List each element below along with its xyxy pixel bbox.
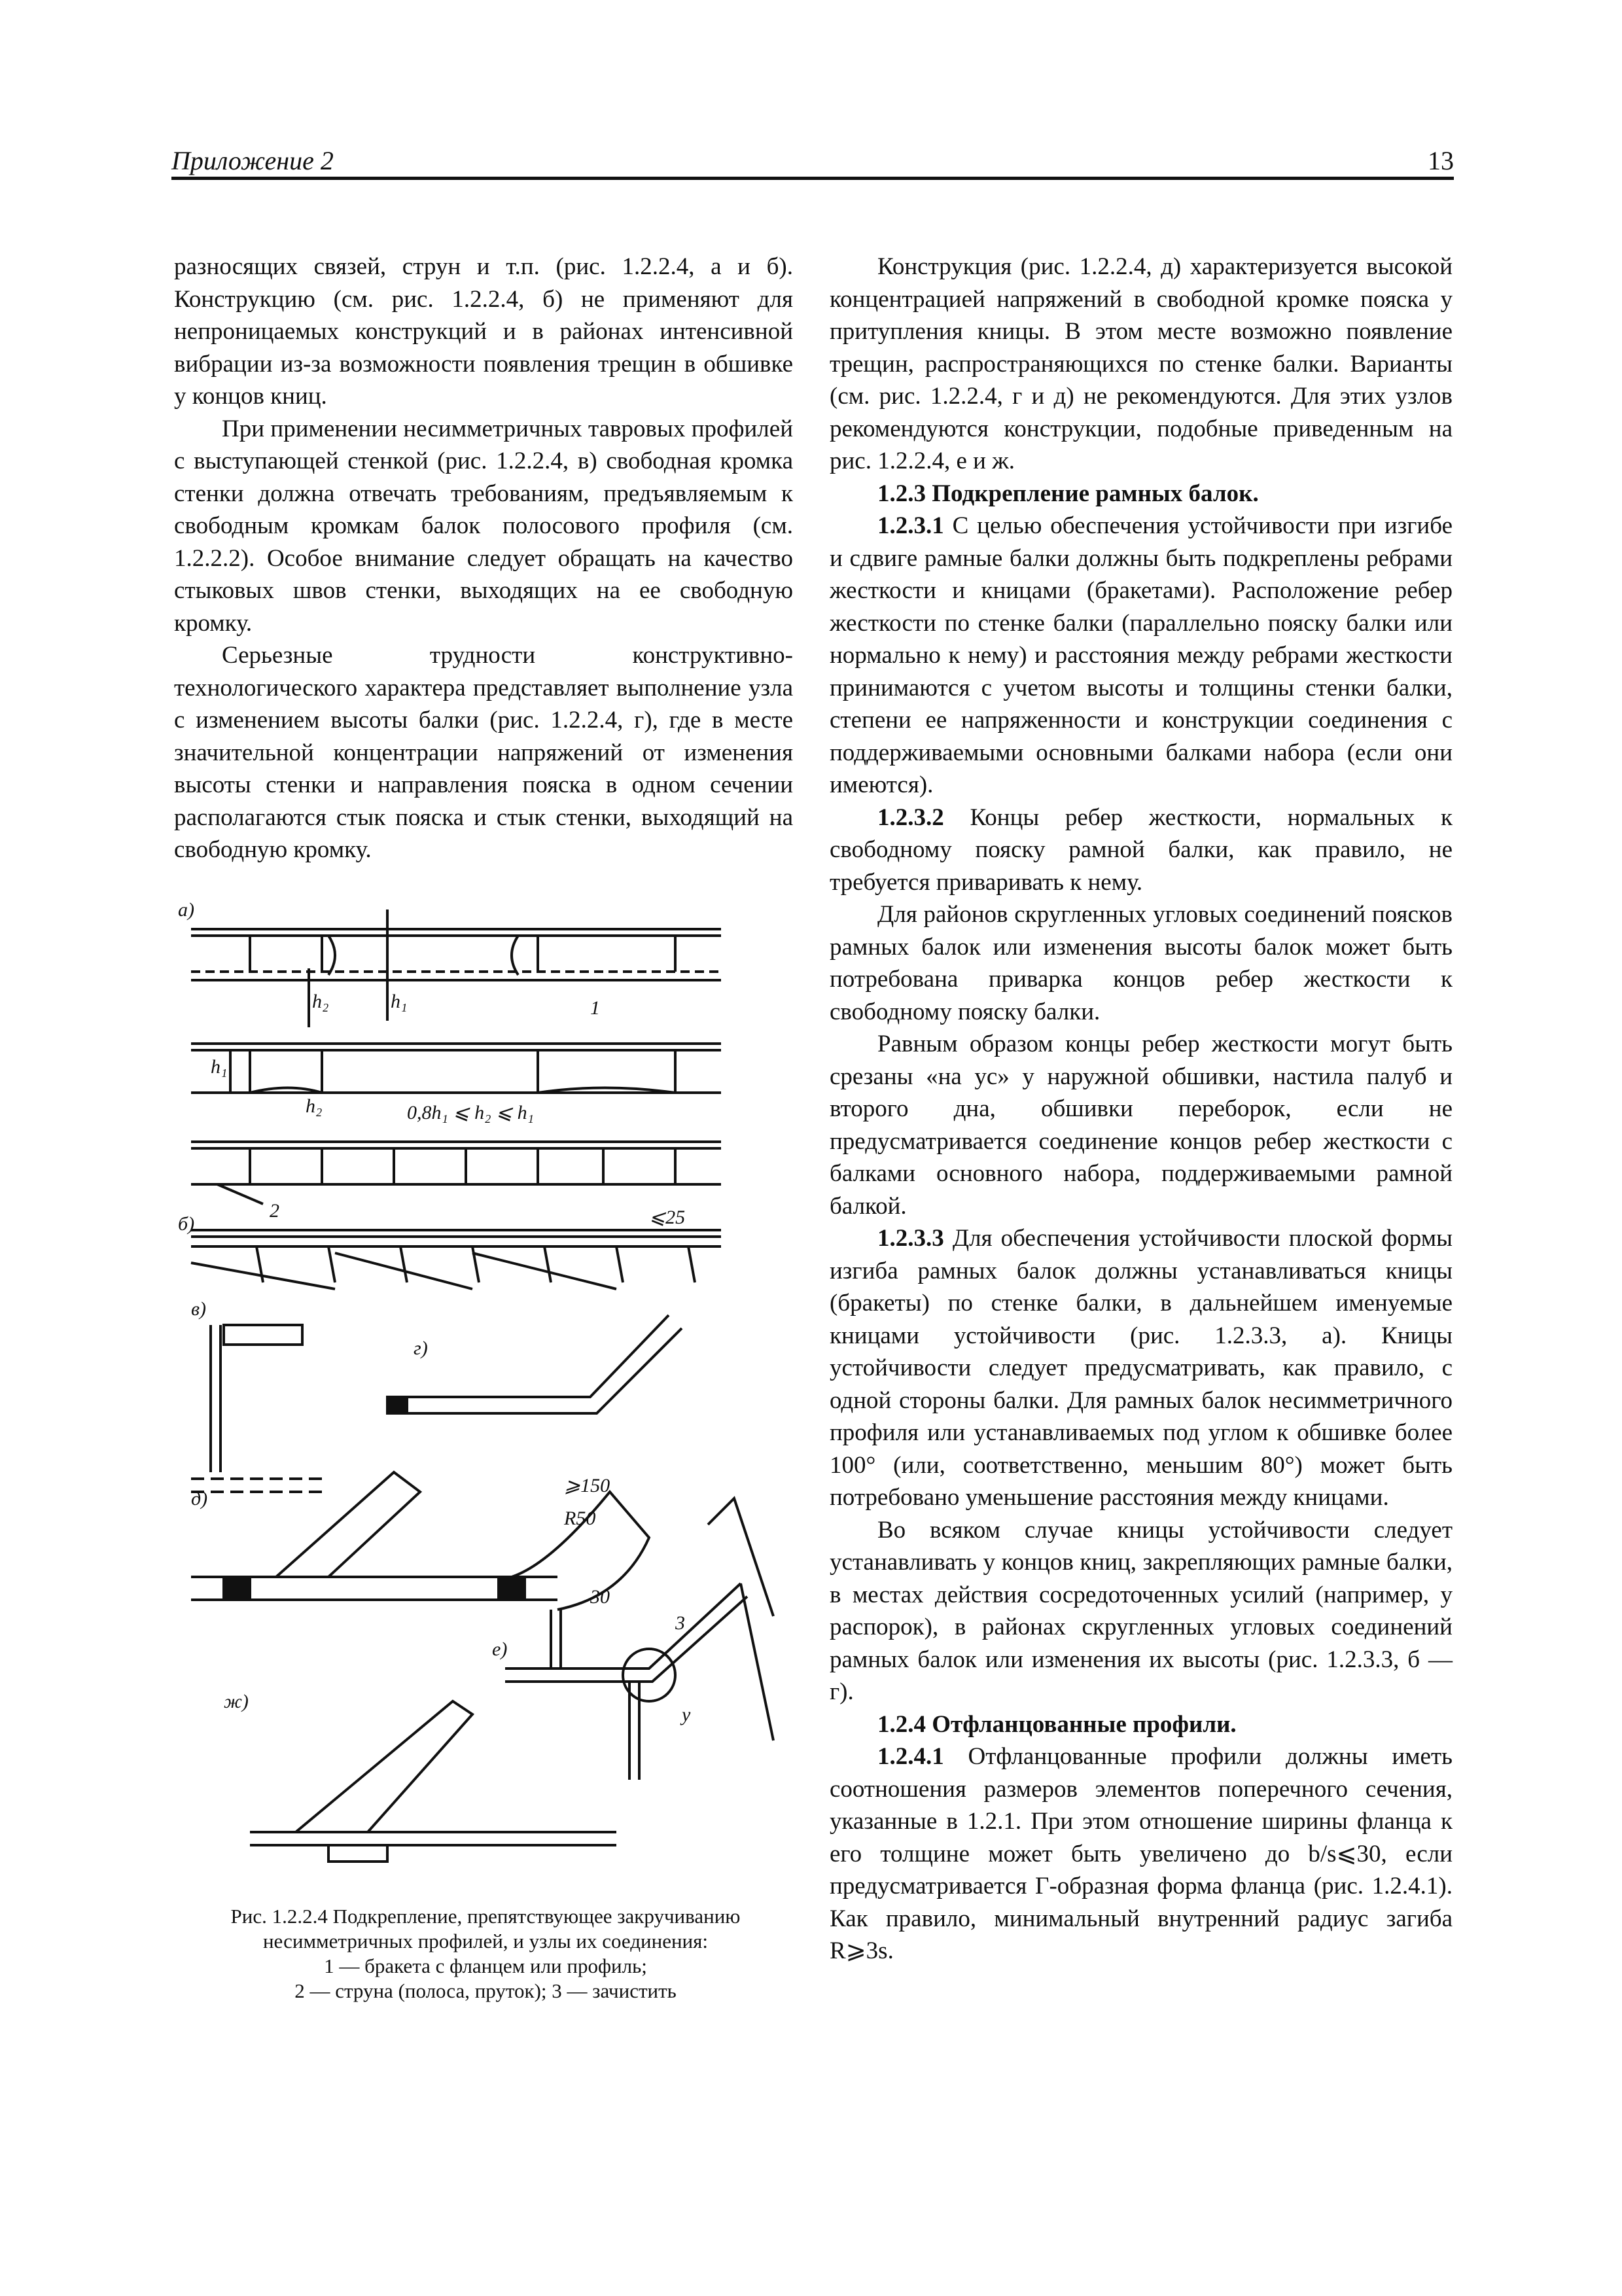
caption-line: 1 — бракета с фланцем или профиль; bbox=[324, 1954, 647, 1977]
label-g: г) bbox=[414, 1337, 428, 1359]
label-d: д) bbox=[191, 1488, 208, 1510]
label-y: y bbox=[682, 1704, 691, 1725]
formula-label: 0,8h₁ ⩽ h₂ ⩽ h₁ bbox=[407, 1102, 535, 1123]
clause-number: 1.2.4.1 bbox=[877, 1743, 944, 1770]
clause-text: Отфланцованные профили должны иметь соотношения размеров элементов поперечного сечения, указанные в 1.2.1. При этом отношение ширины фланца к его толщине может быть увеличено до b/s⩽30, если предусматривается Г-образная форма фланца (рис. 1.2.4.1). Как правило, минимальный внутренний радиус загиба R⩾3s. bbox=[830, 1743, 1453, 1964]
header-rule bbox=[171, 177, 1454, 180]
caption-line: 2 — струна (полоса, пруток); 3 — зачистить bbox=[294, 1979, 677, 2002]
right-column bbox=[830, 251, 1453, 1968]
paragraph bbox=[830, 510, 1453, 802]
label-2: 2 bbox=[270, 1200, 279, 1222]
clause-text: С целью обеспечения устойчивости при изгибе и сдвиге рамные балки должны быть подкреплены ребрами жесткости и кницами (бракетами). Расположение ребер жесткости по стенке балки (параллельно пояску балки или нормально к нему) и расстояния между ребрами жесткости принимаются с учетом высоты и толщины стенки балки, степени ее напряженности и конструкции соединения с поддерживаемыми основными балками набора (если они имеются). bbox=[830, 512, 1453, 798]
clause-number: 1.2.3.2 bbox=[877, 804, 944, 831]
label-30: 30 bbox=[590, 1586, 610, 1608]
label-h2: h₂ bbox=[312, 991, 329, 1012]
label-h1: h₁ bbox=[391, 991, 408, 1012]
paragraph: Во всяком случае кницы устойчивости следует устанавливать у концов книц, закрепляющих рамные балки, в местах действия сосредоточенных усилий (например, у распорок), в районах скругленных угловых соединений рамных балок или изменения их высоты (рис. 1.2.3.3, б — г). bbox=[830, 1516, 1453, 1705]
figure-1-2-2-4 bbox=[171, 896, 800, 1898]
label-b: б) bbox=[178, 1213, 195, 1235]
page-header bbox=[171, 145, 1454, 177]
clause-number: 1.2.3.3 bbox=[877, 1225, 944, 1252]
paragraph: Серьезные трудности конструктивно-технологического характера представляет выполнение узла с изменением высоты балки (рис. 1.2.2.4, г), где в месте значительной концентрации напряжений от изменения высоты стенки и направления пояска в одном сечении располагаются стык пояска и стык стенки, выходящий на свободную кромку. bbox=[174, 642, 793, 863]
label-h2: h₂ bbox=[306, 1095, 323, 1117]
clause-text: Для обеспечения устойчивости плоской формы изгиба рамных балок должны устанавливаться кницы (бракеты) по стенке балки, в дальнейшем именуемые кницами устойчивости (рис. 1.2.3.3, а). Кницы устойчивости следует предусматривать, как правило, с одной стороны балки. Для рамных балок несимметричного профиля или устанавливаемых под углом к обшивке более 100° (или, соответственно, меньшим 80°) может быть потребовано уменьшение расстояния между кницами. bbox=[830, 1225, 1453, 1511]
label-r50: R50 bbox=[564, 1508, 596, 1529]
paragraph bbox=[830, 802, 1453, 899]
paragraph bbox=[830, 1222, 1453, 1514]
paragraph: разносящих связей, струн и т.п. (рис. 1.2.2.4, а и б). Конструкцию (см. рис. 1.2.2.4, б) не применяют для непроницаемых конструкций и в районах интенсивной вибрации из-за возможности появления трещин в обшивке у концов книц. bbox=[174, 253, 793, 410]
label-e: е) bbox=[492, 1638, 508, 1660]
paragraph: Конструкция (рис. 1.2.2.4, д) характеризуется высокой концентрацией напряжений в свободной кромке пояска у притупления кницы. В этом месте возможно появление трещин, распространяющихся по стенке балки. Варианты (см. рис. 1.2.2.4, г и д) не рекомендуются. Для этих узлов рекомендуются конструкции, подобные приведенным на рис. 1.2.2.4, е и ж. bbox=[830, 253, 1453, 474]
label-zh: ж) bbox=[224, 1691, 249, 1712]
label-ge150: ⩾150 bbox=[564, 1475, 610, 1496]
caption-line: Рис. 1.2.2.4 Подкрепление, препятствующее закручиванию bbox=[230, 1905, 741, 1928]
label-1: 1 bbox=[590, 997, 600, 1019]
left-column bbox=[174, 251, 793, 866]
header-title: Приложение 2 bbox=[171, 146, 334, 175]
paragraph: При применении несимметричных тавровых профилей с выступающей стенкой (рис. 1.2.2.4, в) свободная кромка стенки должна отвечать требованиям, предъявляемым к свободным кромкам балок полосового профиля (см. 1.2.2.2). Особое внимание следует обращать на качество стыковых швов стенки, выходящих на ее свободную кромку. bbox=[174, 415, 793, 637]
label-le25: ⩽25 bbox=[649, 1207, 686, 1228]
label-a: а) bbox=[178, 899, 194, 921]
section-heading: 1.2.3 Подкрепление рамных балок. bbox=[877, 480, 1259, 507]
section-heading: 1.2.4 Отфланцованные профили. bbox=[877, 1710, 1237, 1738]
label-v: в) bbox=[191, 1298, 207, 1320]
label-h1: h₁ bbox=[211, 1056, 228, 1078]
clause-number: 1.2.3.1 bbox=[877, 512, 944, 539]
figure-caption bbox=[171, 1904, 800, 2004]
clause-text: Концы ребер жесткости, нормальных к свободному пояску рамной балки, как правило, не требуется приваривать к нему. bbox=[830, 804, 1453, 896]
label-3: 3 bbox=[675, 1612, 685, 1634]
paragraph bbox=[830, 1740, 1453, 1968]
paragraph: Равным образом концы ребер жесткости могут быть срезаны «на ус» у наружной обшивки, настила палуб и второго дна, обшивки переборок, если не предусматривается соединение концов ребер жесткости с балками основного набора, поддерживаемыми рамной балкой. bbox=[830, 1031, 1453, 1220]
paragraph: Для районов скругленных угловых соединений поясков рамных балок или изменения высоты балок может быть потребована приварка концов ребер жесткости к свободному пояску балки. bbox=[830, 901, 1453, 1025]
page-number: 13 bbox=[1428, 146, 1454, 175]
caption-line: несимметричных профилей, и узлы их соединения: bbox=[262, 1930, 709, 1952]
